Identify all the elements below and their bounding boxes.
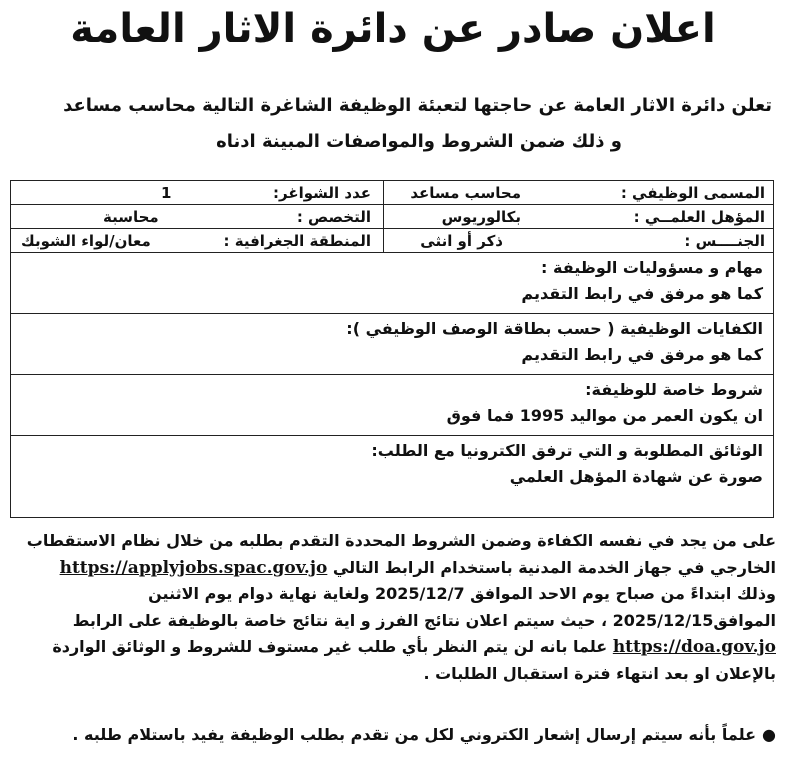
specialization-label: التخصص :	[296, 208, 371, 226]
intro-line-2: و ذلك ضمن الشروط والمواصفات المبينة ادناه	[216, 131, 622, 152]
vacancies-value: 1	[161, 184, 172, 202]
application-instructions	[10, 528, 776, 687]
body-line-6: بالإعلان او بعد انتهاء فترة استقبال الطلبات .	[423, 663, 776, 683]
job-title-label: المسمى الوظيفي :	[620, 184, 765, 202]
bullet-text: علماً بأنه سيتم إرسال إشعار الكتروني لكل من تقدم بطلب الوظيفة يفيد باستلام طلبه .	[72, 725, 757, 744]
table-row	[11, 181, 773, 205]
competencies-section	[11, 314, 773, 375]
vacancies-label: عدد الشواغر:	[273, 184, 371, 202]
table-row	[11, 205, 773, 229]
body-line-4: الموافق2025/12/15 ، حيث سيتم اعلان نتائج الفرز و اية نتائج خاصة بالوظيفة على الرابط	[72, 610, 776, 630]
body-line-2-text: الخارجي في جهاز الخدمة المدنية باستخدام الرابط التالي	[332, 557, 776, 577]
documents-section	[11, 436, 773, 508]
apply-jobs-link[interactable]: https://applyjobs.spac.gov.jo	[59, 557, 328, 578]
duties-value: كما هو مرفق في رابط التقديم	[521, 284, 763, 303]
specialization-value: محاسبة	[103, 208, 159, 226]
page-title: اعلان صادر عن دائرة الاثار العامة	[70, 6, 716, 52]
body-line-1: على من يجد في نفسه الكفاءة وضمن الشروط المحددة التقدم بطلبه من خلال نظام الاستقطاب	[26, 531, 776, 550]
conditions-value: ان يكون العمر من مواليد 1995 فما فوق	[446, 406, 763, 425]
competencies-heading: الكفايات الوظيفية ( حسب بطاقة الوصف الوظيفي ):	[346, 319, 763, 338]
documents-value: صورة عن شهادة المؤهل العلمي	[509, 467, 763, 486]
body-line-2	[10, 555, 776, 582]
qualification-label: المؤهل العلمــي :	[633, 208, 765, 226]
qualification-value: بكالوريوس	[441, 208, 521, 226]
gender-label: الجنــــس :	[684, 232, 765, 250]
job-details-table	[10, 180, 774, 518]
conditions-heading: شروط خاصة للوظيفة:	[585, 380, 763, 399]
competencies-value: كما هو مرفق في رابط التقديم	[521, 345, 763, 364]
duties-heading: مهام و مسؤوليات الوظيفة :	[541, 258, 763, 277]
doa-link[interactable]: https://doa.gov.jo	[612, 637, 776, 657]
intro-line-1: تعلن دائرة الاثار العامة عن حاجتها لتعبئة الوظيفة الشاغرة التالية محاسب مساعد	[63, 95, 772, 116]
body-line-5-text: علما بانه لن يتم النظر بأي طلب غير مستوف للشروط و الوثائق الواردة	[52, 637, 608, 656]
intro-paragraph	[12, 88, 772, 160]
body-line-3: وذلك ابتداءً من صباح يوم الاحد الموافق 2025/12/7 ولغاية نهاية دوام يوم الاثنين	[148, 584, 776, 603]
duties-section	[11, 253, 773, 314]
region-label: المنطقة الجغرافية :	[223, 232, 371, 250]
body-line-5	[10, 634, 776, 661]
table-row	[11, 229, 773, 253]
job-title-value: محاسب مساعد	[410, 184, 521, 202]
notice-bullet	[10, 722, 776, 748]
documents-heading: الوثائق المطلوبة و التي ترفق الكترونيا مع الطلب:	[371, 441, 763, 460]
region-value: معان/لواء الشوبك	[21, 232, 151, 250]
bullet-icon: ●	[762, 725, 776, 744]
gender-value: ذكر أو انثى	[420, 232, 503, 250]
conditions-section	[11, 375, 773, 436]
